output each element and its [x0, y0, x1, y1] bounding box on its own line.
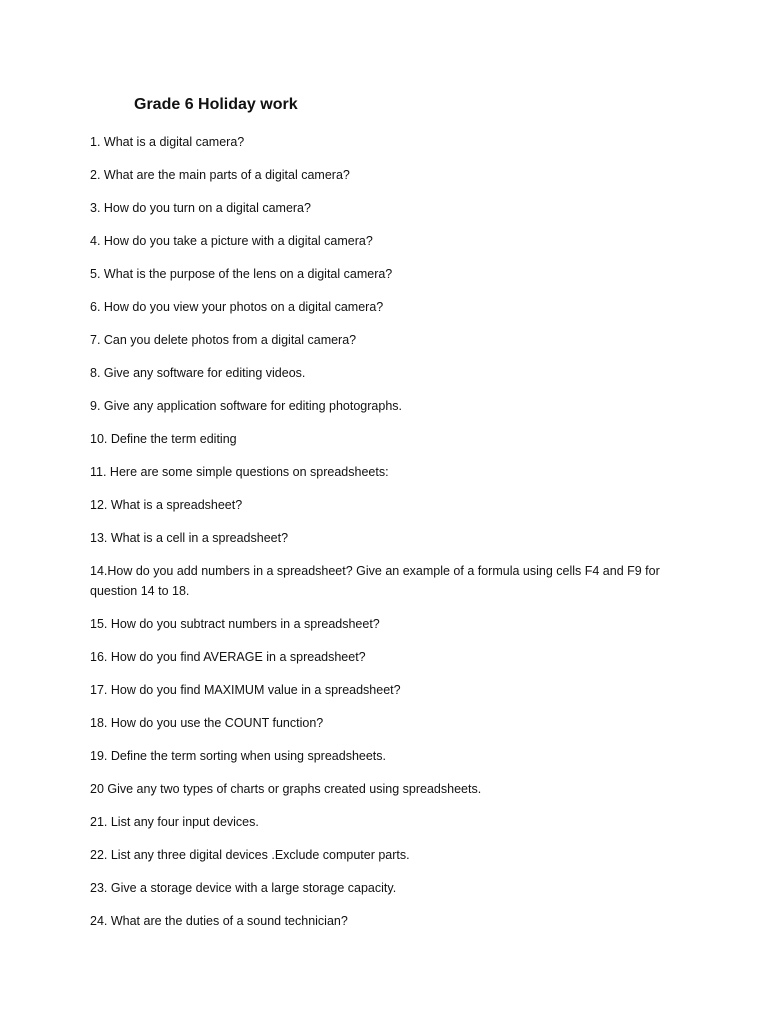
- question-item: 24. What are the duties of a sound technician?: [90, 914, 348, 928]
- question-item: 10. Define the term editing: [90, 432, 237, 446]
- question-item: 20 Give any two types of charts or graphs created using spreadsheets.: [90, 782, 482, 796]
- question-item: 2. What are the main parts of a digital camera?: [90, 168, 350, 182]
- question-item: 18. How do you use the COUNT function?: [90, 716, 324, 730]
- question-item: 19. Define the term sorting when using spreadsheets.: [90, 749, 387, 763]
- document-title: Grade 6 Holiday work: [134, 96, 298, 113]
- question-item: 17. How do you find MAXIMUM value in a spreadsheet?: [90, 683, 401, 697]
- question-item: 15. How do you subtract numbers in a spreadsheet?: [90, 617, 380, 631]
- question-item: 12. What is a spreadsheet?: [90, 498, 243, 512]
- question-item: 4. How do you take a picture with a digital camera?: [90, 234, 373, 248]
- question-item: 3. How do you turn on a digital camera?: [90, 201, 311, 215]
- question-item: 13. What is a cell in a spreadsheet?: [90, 531, 289, 545]
- question-item: 23. Give a storage device with a large storage capacity.: [90, 881, 397, 895]
- question-item: 11. Here are some simple questions on spreadsheets:: [90, 465, 389, 479]
- question-item: 1. What is a digital camera?: [90, 135, 245, 149]
- question-item: 14.How do you add numbers in a spreadsheet? Give an example of a formula using cells F4 and F9 for question 14 to 18.: [90, 564, 660, 598]
- question-item: 7. Can you delete photos from a digital camera?: [90, 333, 357, 347]
- question-item: 6. How do you view your photos on a digital camera?: [90, 300, 384, 314]
- question-list: [90, 132, 690, 944]
- question-item: 21. List any four input devices.: [90, 815, 259, 829]
- question-item: 22. List any three digital devices .Exclude computer parts.: [90, 848, 410, 862]
- question-item: 8. Give any software for editing videos.: [90, 366, 306, 380]
- question-item: 9. Give any application software for editing photographs.: [90, 399, 402, 413]
- question-item: 16. How do you find AVERAGE in a spreadsheet?: [90, 650, 366, 664]
- question-item: 5. What is the purpose of the lens on a digital camera?: [90, 267, 393, 281]
